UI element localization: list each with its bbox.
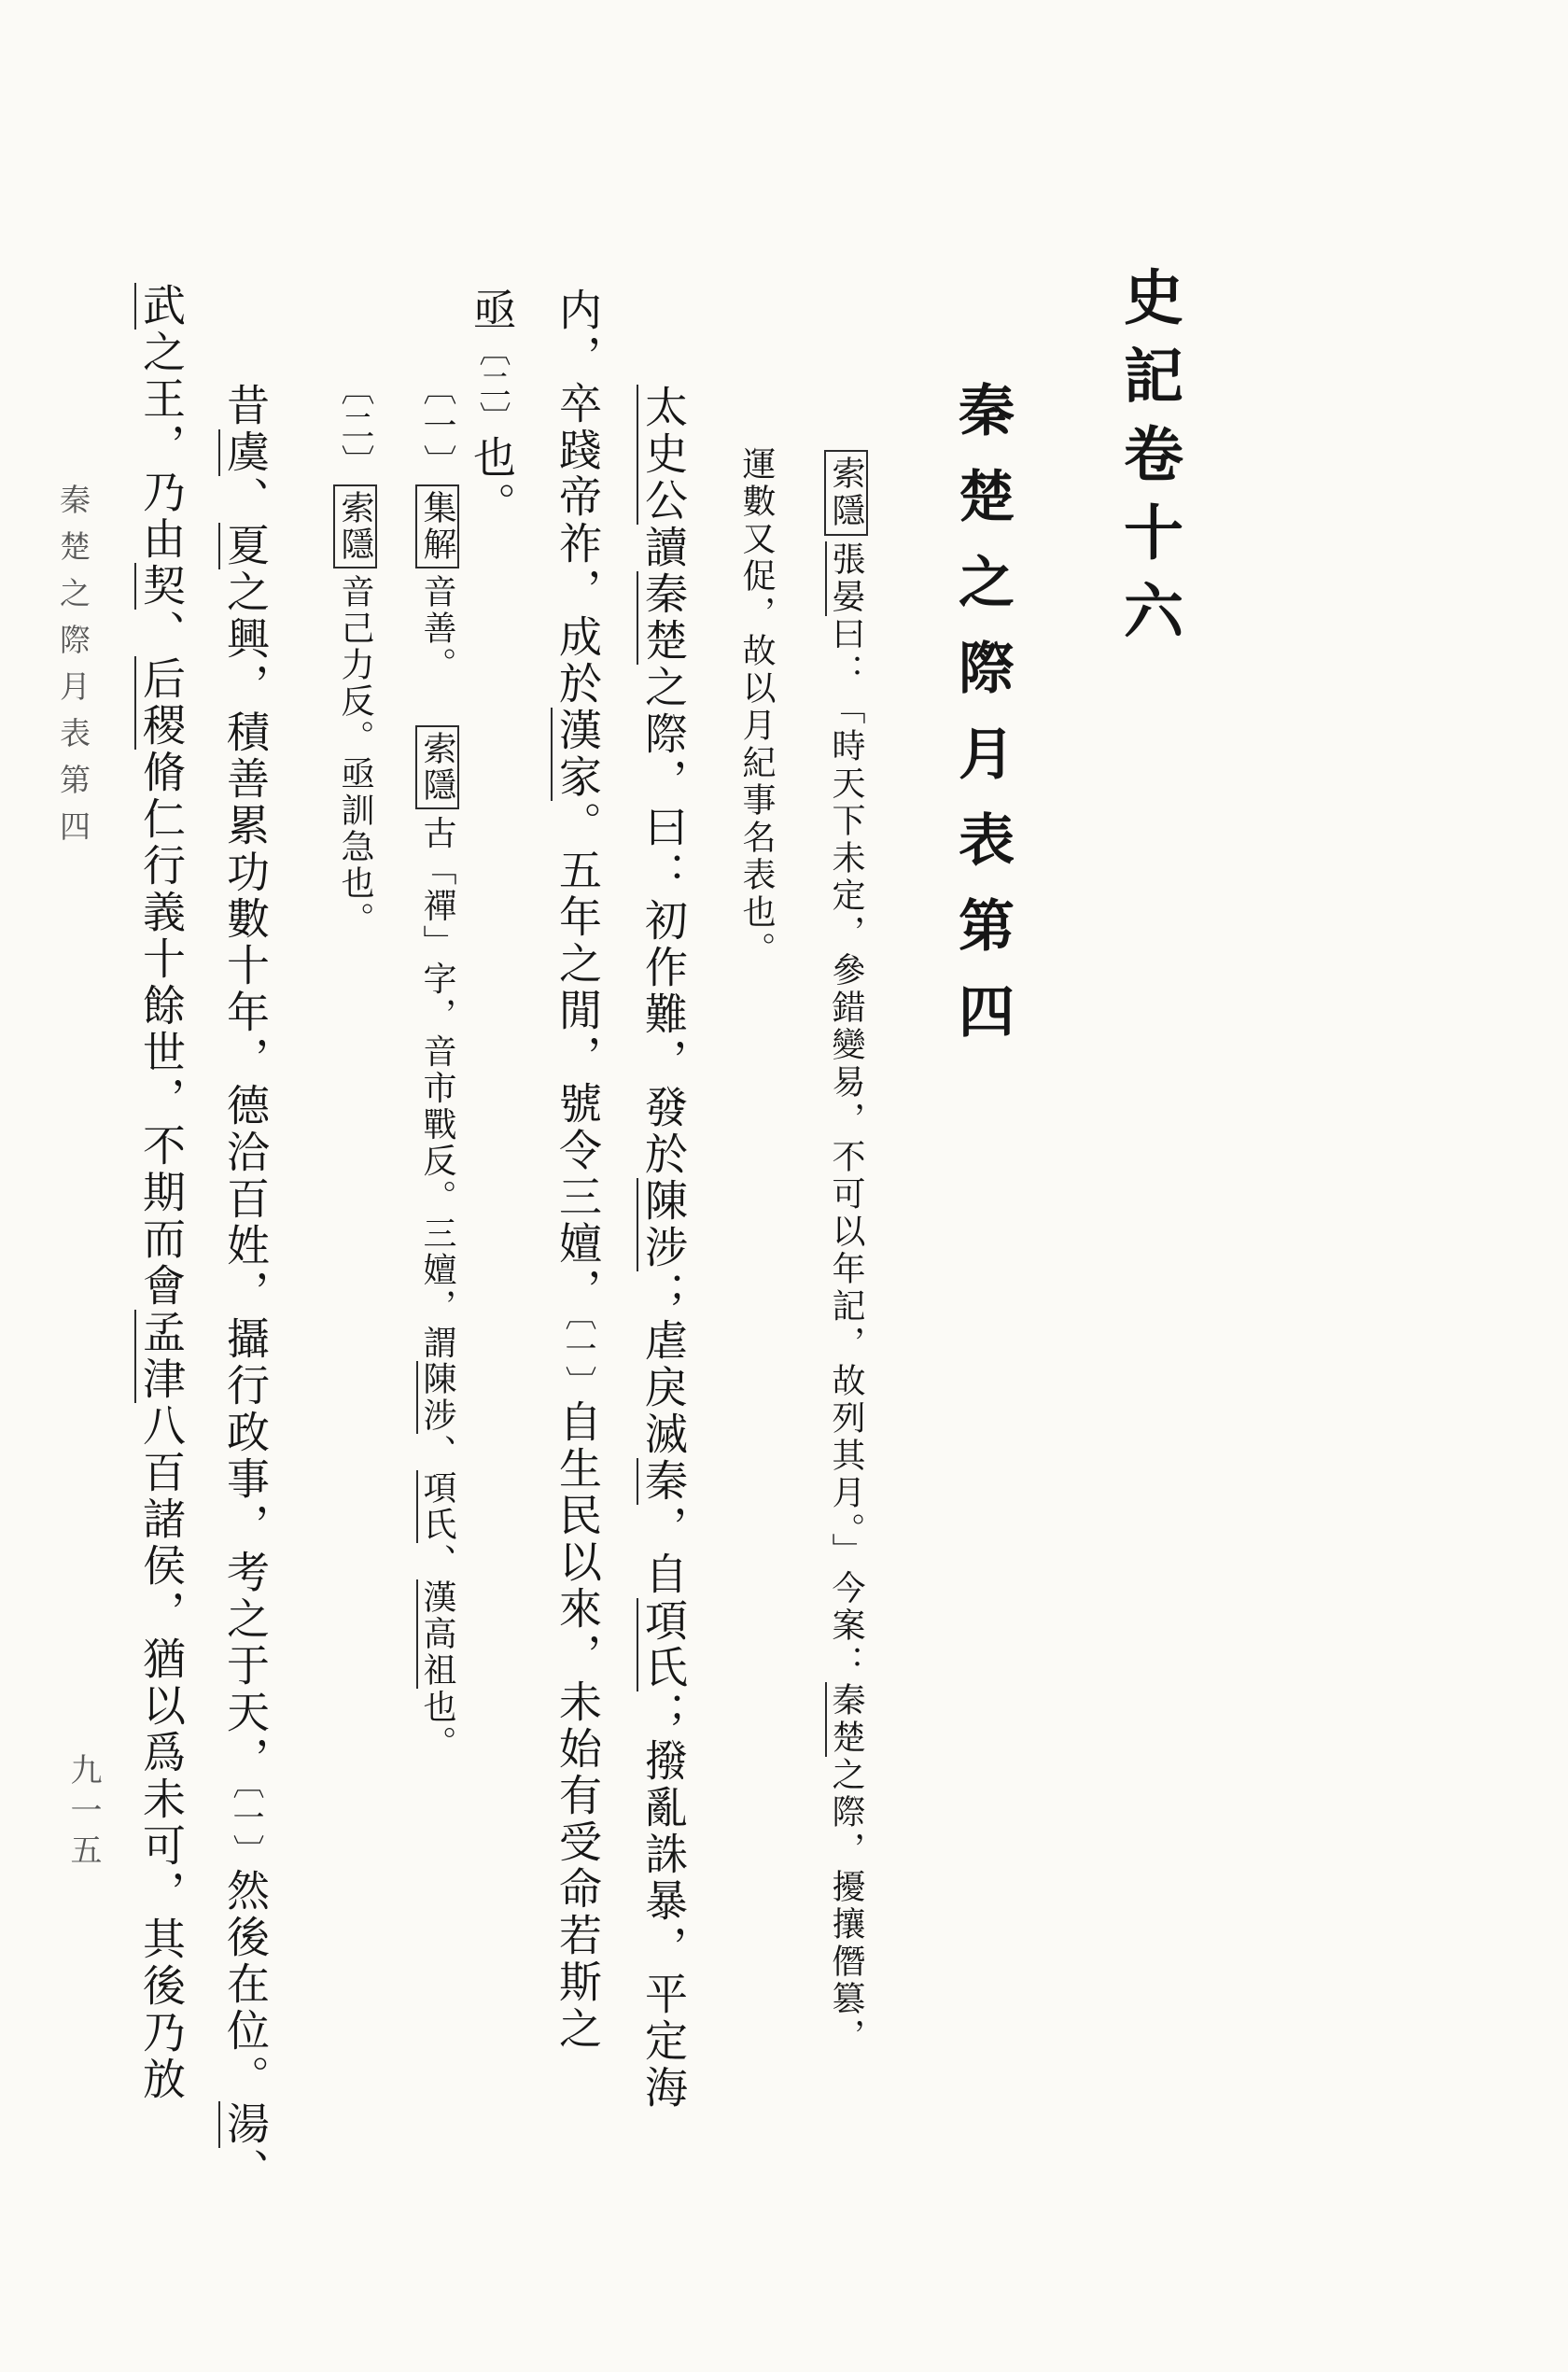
text-run: 〔二〕 (336, 372, 374, 481)
text-run: 亟 (467, 288, 517, 334)
proper-noun-mark: 陳涉 (638, 1178, 689, 1271)
main-text-column-3 (467, 288, 517, 529)
opening-commentary-column-1 (827, 446, 865, 2056)
proper-noun-mark: 太史公 (638, 385, 689, 525)
text-run: 九一五 (64, 1753, 102, 1874)
volume-title (1113, 266, 1183, 658)
proper-noun-mark: 秦楚 (827, 1682, 865, 1757)
proper-noun-mark: 陳涉 (418, 1361, 456, 1435)
text-run: 也。 (418, 1689, 456, 1762)
text-run: 、 (220, 476, 271, 523)
main-text-column-5 (136, 283, 187, 2103)
proper-noun-mark: 漢家 (553, 708, 603, 801)
text-run: 之際，曰：初作難，發於 (638, 665, 689, 1178)
footnote-column-1 (420, 372, 454, 1761)
text-run: 八百諸侯，猶以爲未可，其後乃放 (136, 1403, 187, 2103)
running-title (55, 484, 91, 857)
footnote-column-2 (336, 372, 374, 938)
proper-noun-mark: 項氏 (638, 1598, 689, 1691)
proper-noun-mark: 夏 (220, 523, 271, 569)
chapter-title (949, 381, 1015, 1068)
text-run: 之興，積善累功數十年，德洽百姓，攝行政事，考之于天， (220, 569, 271, 1783)
proper-noun-mark: 武 (136, 283, 187, 330)
text-run: 音己力反。亟訓急也。 (336, 574, 374, 938)
text-run: ，自 (638, 1505, 689, 1598)
text-run: ；虐戾滅 (638, 1271, 689, 1458)
text-run: 讀 (638, 525, 689, 571)
text-run: 然後在位。 (220, 1868, 271, 2102)
opening-commentary-column-2 (737, 446, 776, 969)
text-run: 自生民以來，未始有受命若斯之 (553, 1399, 603, 2054)
text-run: 曰：「時天下未定，參錯變易，不可以年記，故列其月。」今案： (827, 616, 865, 1682)
proper-noun-mark: 秦 (638, 1458, 689, 1505)
proper-noun-mark: 契 (136, 563, 187, 610)
text-run: 秦楚之際月表第四 (55, 484, 91, 857)
text-run: 脩仁行義十餘世，不期而會 (136, 750, 187, 1310)
text-run: 古「禪」字，音市戰反。三嬗，謂 (418, 815, 456, 1362)
commentary-source-label: 索隱 (333, 484, 377, 568)
page-number (64, 1753, 102, 1874)
text-run: 之際，擾攘僭篡， (827, 1757, 865, 2056)
proper-noun-mark: 項氏 (418, 1470, 456, 1544)
proper-noun-mark: 虞 (220, 429, 271, 476)
text-run: 、 (136, 610, 187, 656)
commentary-source-label: 索隱 (824, 450, 868, 536)
text-run: 昔 (220, 383, 271, 429)
main-text-column-1 (638, 385, 689, 2112)
proper-noun-mark: 張晏 (827, 541, 865, 616)
proper-noun-mark: 漢高祖 (418, 1579, 456, 1690)
note-marker: 〔二〕 (473, 334, 511, 436)
text-run: 史記卷十六 (1113, 266, 1183, 658)
commentary-source-label: 索隱 (415, 725, 459, 809)
text-run: 、 (220, 2148, 271, 2196)
text-run: 、 (418, 1434, 456, 1471)
text-run: 〔一〕 (418, 372, 456, 481)
text-run: 。五年之閒，號令三嬗， (553, 801, 603, 1314)
note-marker: 〔一〕 (227, 1783, 264, 1869)
text-run: 、 (418, 1543, 456, 1580)
text-run: 也。 (467, 435, 517, 529)
proper-noun-mark: 湯 (220, 2101, 271, 2149)
text-run: 運數又促，故以月紀事名表也。 (737, 446, 776, 969)
text-run: 秦楚之際月表第四 (949, 381, 1015, 1068)
proper-noun-mark: 秦楚 (638, 571, 689, 665)
proper-noun-mark: 后稷 (136, 656, 187, 750)
text-run: 之王，乃由 (136, 330, 187, 563)
text-run: ；撥亂誅暴，平定海 (638, 1691, 689, 2112)
main-text-column-4 (220, 383, 271, 2196)
text-run: 音善。 (418, 574, 456, 683)
commentary-source-label: 集解 (415, 484, 459, 568)
text-run: 内，卒踐帝祚，成於 (553, 288, 603, 708)
note-marker: 〔一〕 (559, 1314, 596, 1400)
proper-noun-mark: 孟津 (136, 1310, 187, 1403)
main-text-column-2 (553, 288, 603, 2054)
